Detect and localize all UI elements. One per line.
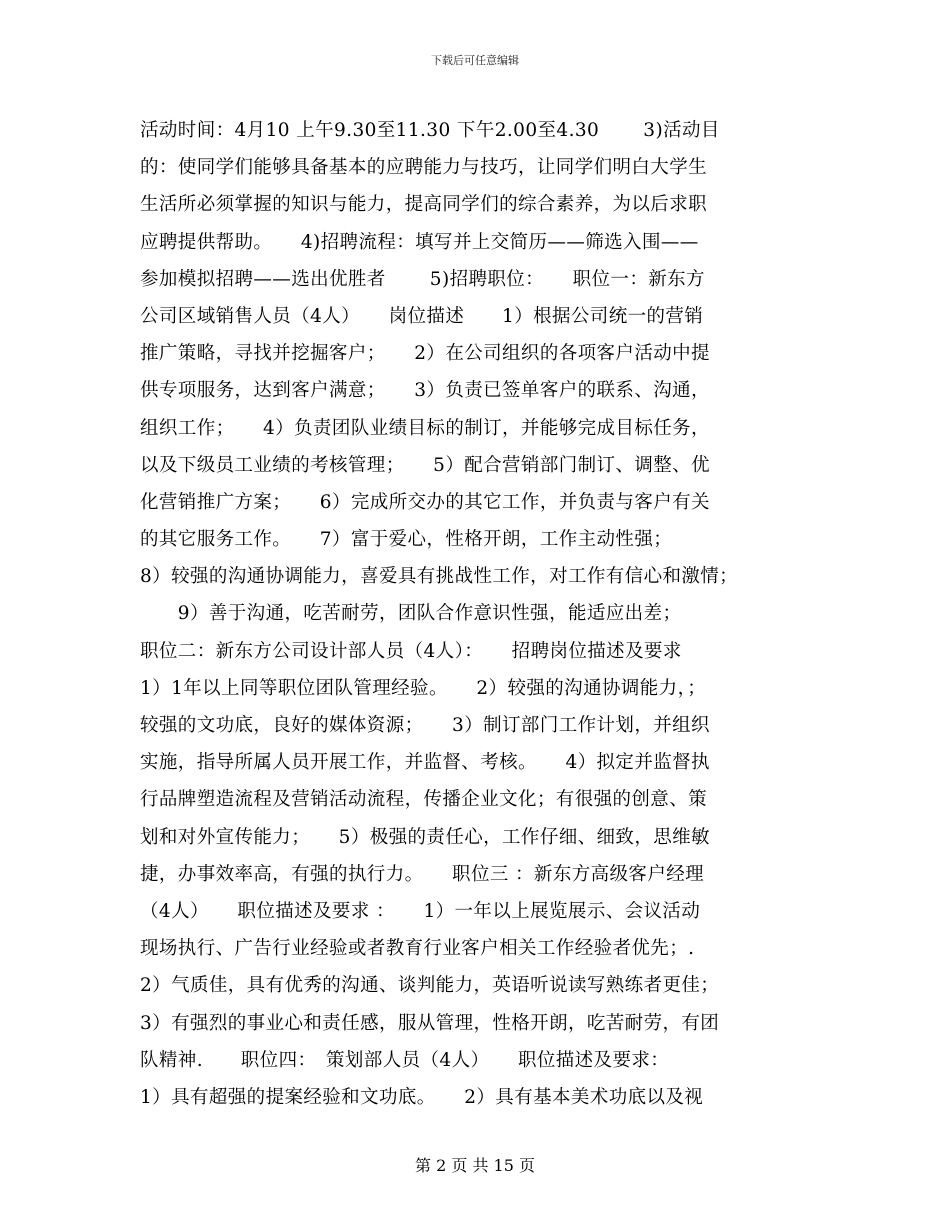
text-line: 供专项服务，达到客户满意； 3）负责已签单客户的联系、沟通， bbox=[140, 380, 710, 402]
text-line: 实施，指导所属人员开展工作，并监督、考核。 4）拟定并监督执 bbox=[140, 752, 710, 774]
text-line: 的其它服务工作。 7）富于爱心，性格开朗，工作主动性强； bbox=[140, 529, 673, 551]
text-line: 的：使同学们能够具备基本的应聘能力与技巧，让同学们明白大学生 bbox=[140, 157, 708, 179]
text-line: 职位二：新东方公司设计部人员（4人）： 招聘岗位描述及要求 bbox=[140, 640, 682, 662]
text-line: 捷，办事效率高，有强的执行力。 职位三 ：新东方高级客户经理 bbox=[140, 863, 705, 885]
page-header: 下载后可任意编辑 bbox=[431, 54, 519, 67]
text-line: 8）较强的沟通协调能力，喜爱具有挑战性工作，对工作有信心和激情； bbox=[140, 566, 739, 588]
text-line: 公司区域销售人员（4人） 岗位描述 1）根据公司统一的营销 bbox=[140, 305, 704, 327]
text-line: 化营销推广方案； 6）完成所交办的其它工作，并负责与客户有关 bbox=[140, 491, 710, 513]
text-line: 活动时间：4月10 上午9.30至11.30 下午2.00至4.30 3)活动目 bbox=[140, 120, 720, 141]
page-number-footer: 第 2 页 共 15 页 bbox=[415, 1156, 535, 1175]
text-line: 1）具有超强的提案经验和文功底。 2）具有基本美术功底以及视 bbox=[140, 1086, 704, 1108]
text-line: 9）善于沟通，吃苦耐劳，团队合作意识性强，能适应出差； bbox=[140, 603, 682, 625]
text-line: 生活所必须掌握的知识与能力，提高同学们的综合素养，为以后求职 bbox=[140, 194, 708, 216]
text-line: 应聘提供帮助。 4)招聘流程：填写并上交简历——筛选入围—— bbox=[140, 231, 699, 253]
text-line: 行品牌塑造流程及营销活动流程，传播企业文化；有很强的创意、策 bbox=[140, 789, 708, 811]
text-line: 队精神. 职位四： 策划部人员（4人） 职位描述及要求： bbox=[140, 1049, 670, 1071]
document-body bbox=[140, 112, 820, 1116]
text-line: 推广策略，寻找并挖掘客户； 2）在公司组织的各项客户活动中提 bbox=[140, 343, 710, 365]
text-line: 划和对外宣传能力； 5）极强的责任心，工作仔细、细致，思维敏 bbox=[140, 826, 710, 848]
text-line: 较强的文功底，良好的媒体资源； 3）制订部门工作计划，并组织 bbox=[140, 715, 710, 736]
text-line: 参加模拟招聘——选出优胜者 5)招聘职位： 职位一：新东方 bbox=[140, 268, 705, 290]
text-line: 现场执行、广告行业经验或者教育行业客户相关工作经验者优先；. bbox=[140, 938, 695, 960]
text-line: 1）1年以上同等职位团队管理经验。 2）较强的沟通协调能力，； bbox=[140, 677, 707, 699]
text-line: 以及下级员工业绩的考核管理； 5）配合营销部门制订、调整、优 bbox=[140, 454, 710, 476]
text-line: 3）有强烈的事业心和责任感，服从管理，性格开朗，吃苦耐劳，有团 bbox=[140, 1012, 720, 1034]
text-line: 2）气质佳，具有优秀的沟通、谈判能力，英语听说读写熟练者更佳； bbox=[140, 975, 720, 997]
text-line: （4人） 职位描述及要求 ： 1）一年以上展览展示、会议活动 bbox=[140, 900, 701, 922]
text-line: 组织工作； 4）负责团队业绩目标的制订，并能够完成目标任务， bbox=[140, 417, 710, 439]
